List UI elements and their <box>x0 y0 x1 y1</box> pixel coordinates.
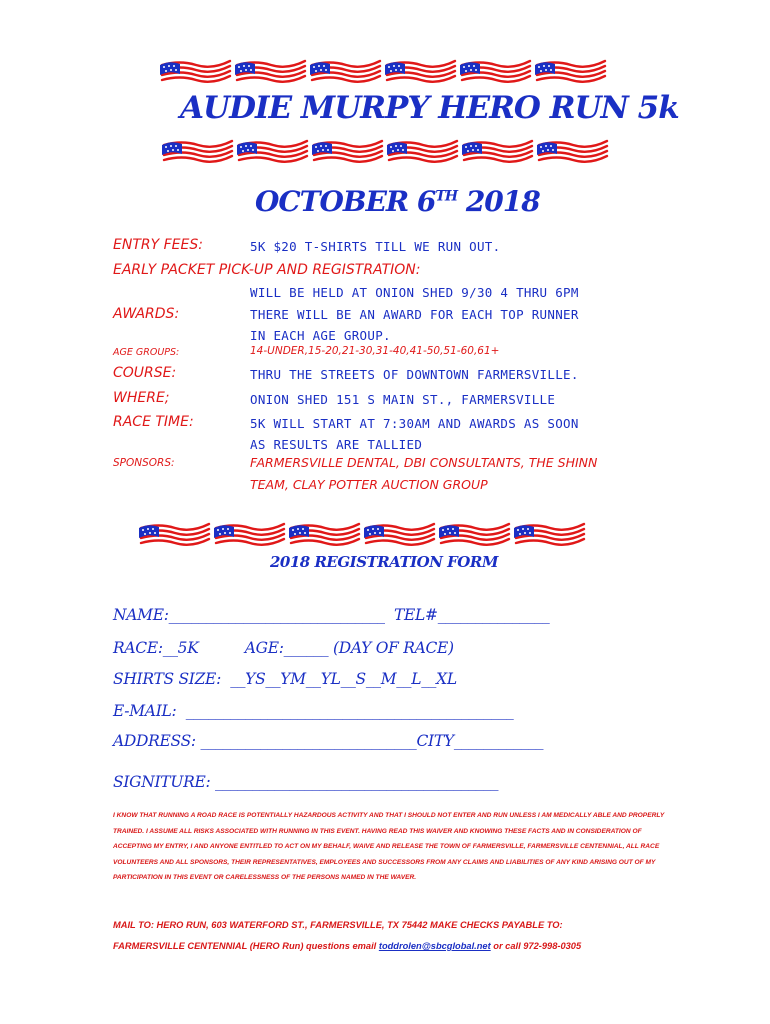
page-title: AUDIE MURPY HERO RUN 5k <box>180 90 679 126</box>
awards-value-1: THERE WILL BE AN AWARD FOR EACH TOP RUNNER <box>250 307 579 322</box>
sponsors-label: SPONSORS: <box>113 457 175 469</box>
shirt-size-field[interactable]: SHIRTS SIZE: __YS__YM__YL__S__M__L__XL <box>113 670 457 688</box>
flag-icon <box>533 59 607 90</box>
race-time-value-1: 5K WILL START AT 7:30AM AND AWARDS AS SOON <box>250 416 579 431</box>
sponsors-value-1: FARMERSVILLE DENTAL, DBI CONSULTANTS, THE SHINN <box>250 455 598 470</box>
flag-icon <box>535 139 609 170</box>
flag-icon <box>437 522 511 553</box>
mail-payee: FARMERSVILLE CENTENNIAL (HERO Run) questions email <box>113 941 379 951</box>
contact-email-link[interactable]: toddrolen@sbcglobal.net <box>378 941 491 951</box>
sponsors-value-2: TEAM, CLAY POTTER AUCTION GROUP <box>250 477 488 492</box>
flag-icon <box>212 522 286 553</box>
flag-icon <box>460 139 534 170</box>
flag-banner-bottom <box>137 523 597 551</box>
signature-field[interactable]: SIGNITURE: ______________________________________ <box>113 773 499 791</box>
flag-icon <box>233 59 307 90</box>
flag-icon <box>308 59 382 90</box>
flag-icon <box>158 59 232 90</box>
event-date-day: OCTOBER 6 <box>255 185 436 218</box>
mail-line-1: MAIL TO: HERO RUN, 603 WATERFORD ST., FARMERSVILLE, TX 75442 MAKE CHECKS PAYABLE TO: <box>113 920 563 930</box>
flag-banner-top <box>158 60 608 88</box>
flag-icon <box>287 522 361 553</box>
flag-icon <box>362 522 436 553</box>
flag-icon <box>512 522 586 553</box>
flag-icon <box>137 522 211 553</box>
packet-pickup-value: WILL BE HELD AT ONION SHED 9/30 4 THRU 6PM <box>250 285 579 300</box>
race-time-value-2: AS RESULTS ARE TALLIED <box>250 437 423 452</box>
entry-fees-value: 5K $20 T-SHIRTS TILL WE RUN OUT. <box>250 239 501 254</box>
race-age-field[interactable]: RACE:__5K AGE:______ (DAY OF RACE) <box>113 639 454 657</box>
awards-value-2: IN EACH AGE GROUP. <box>250 328 391 343</box>
course-value: THRU THE STREETS OF DOWNTOWN FARMERSVILLE. <box>250 367 579 382</box>
entry-fees-label: ENTRY FEES: <box>113 237 203 253</box>
address-city-field[interactable]: ADDRESS: _____________________________CITY____________ <box>113 732 544 750</box>
flag-icon <box>385 139 459 170</box>
where-label: WHERE; <box>113 390 170 406</box>
mail-instructions <box>113 915 673 957</box>
flag-icon <box>458 59 532 90</box>
flag-banner-middle <box>160 140 610 168</box>
mail-phone: or call 972-998-0305 <box>490 941 582 951</box>
registration-form-title: 2018 REGISTRATION FORM <box>270 553 498 571</box>
race-time-label: RACE TIME: <box>113 414 194 430</box>
mail-line-2 <box>113 936 673 957</box>
event-date <box>255 185 540 218</box>
course-label: COURSE: <box>113 365 177 381</box>
flag-icon <box>310 139 384 170</box>
event-date-year: 2018 <box>465 185 540 218</box>
flag-icon <box>235 139 309 170</box>
name-tel-field[interactable]: NAME:_____________________________ TEL#_______________ <box>113 606 550 624</box>
age-groups-label: AGE GROUPS: <box>113 347 180 358</box>
age-groups-value: 14-UNDER,15-20,21-30,31-40,41-50,51-60,61+ <box>250 345 500 357</box>
packet-pickup-label: EARLY PACKET PICK-UP AND REGISTRATION: <box>113 262 421 278</box>
awards-label: AWARDS: <box>113 306 180 322</box>
event-date-suffix: TH <box>435 188 458 205</box>
email-field[interactable]: E-MAIL: ____________________________________________ <box>113 702 514 720</box>
waiver-text: I KNOW THAT RUNNING A ROAD RACE IS POTENTIALLY HAZARDOUS ACTIVITY AND THAT I SHOULD NOT ENTER AND RUN UNLESS I AM MEDICALLY ABLE AND PROPERLY TRAINED. I ASSUME ALL RISKS ASSOCIATED WITH RUNNING IN THIS EVENT. HAVING READ THIS WAIVER AND KNOWING THESE FACTS AND IN CONSIDERATION OF ACCEPTING MY ENTRY, I AND ANYONE ENTITLED TO ACT ON MY BEHALF, WAIVE AND RELEASE THE TOWN OF FARMERSVILLE, FARMERSVILLE CENTENNIAL, ALL RACE VOLUNTEERS AND ALL SPONSORS, THEIR REPRESENTATIVES, EMPLOYEES AND SUCCESSORS FROM ANY CLAIMS AND LIABILITIES OF ANY KIND ARISING OUT OF MY PARTICIPATION IN THIS EVENT OR CARELESSNESS OF THE PERSONS NAMED IN THE WAVER. <box>113 812 665 881</box>
flag-icon <box>160 139 234 170</box>
flag-icon <box>383 59 457 90</box>
where-value: ONION SHED 151 S MAIN ST., FARMERSVILLE <box>250 392 556 407</box>
